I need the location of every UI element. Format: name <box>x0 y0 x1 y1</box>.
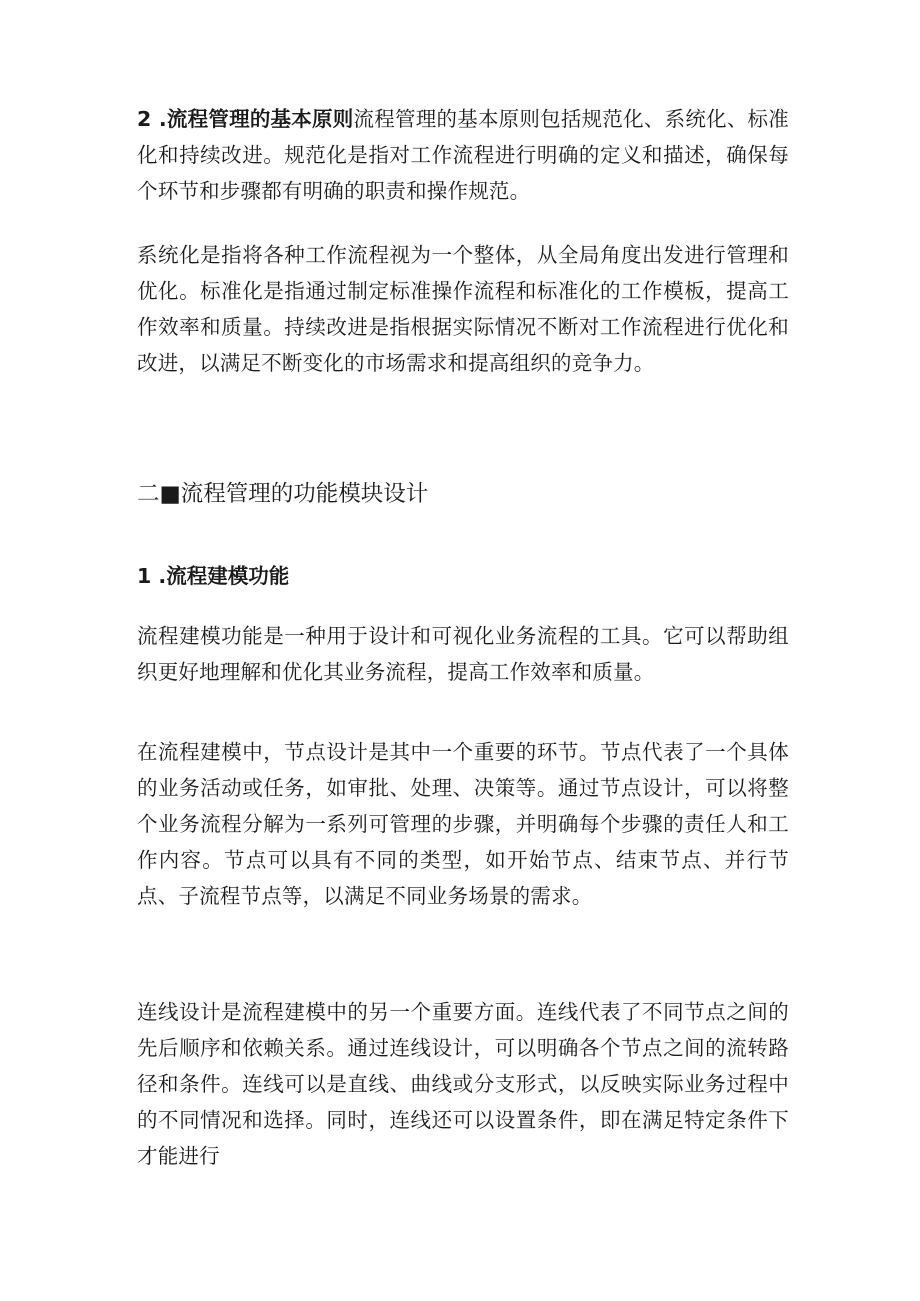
modeling-paragraph-1: 流程建模功能是一种用于设计和可视化业务流程的工具。它可以帮助组织更好地理解和优化其业务流程，提高工作效率和质量。 <box>137 624 789 684</box>
principles-paragraph <box>137 101 789 209</box>
modeling-subheading: 1 .流程建模功能 <box>137 564 290 588</box>
modeling-paragraph-2: 在流程建模中，节点设计是其中一个重要的环节。节点代表了一个具体的业务活动或任务，如审批、处理、决策等。通过节点设计，可以将整个业务流程分解为一系列可管理的步骤，并明确每个步骤的责任人和工作内容。节点可以具有不同的类型，如开始节点、结束节点、并行节点、子流程节点等，以满足不同业务场景的需求。 <box>137 740 789 908</box>
modeling-paragraph-3: 连线设计是流程建模中的另一个重要方面。连线代表了不同节点之间的先后顺序和依赖关系。通过连线设计，可以明确各个节点之间的流转路径和条件。连线可以是直线、曲线或分支形式，以反映实际业务过程中的不同情况和选择。同时，连线还可以设置条件，即在满足特定条件下才能进行 <box>137 1000 789 1168</box>
principles-title: 2 .流程管理的基本原则 <box>137 107 354 131</box>
function-design-heading: 二■流程管理的功能模块设计 <box>137 481 429 507</box>
principles-paragraph-text: 流程管理的基本原则包括规范化、系统化、标准化和持续改进。规范化是指对工作流程进行明确的定义和描述，确保每个环节和步骤都有明确的职责和操作规范。 <box>137 107 789 203</box>
principles-paragraph-2: 系统化是指将各种工作流程视为一个整体，从全局角度出发进行管理和优化。标准化是指通过制定标准操作流程和标准化的工作模板，提高工作效率和质量。持续改进是指根据实际情况不断对工作流程进行优化和改进，以满足不断变化的市场需求和提高组织的竞争力。 <box>137 243 789 375</box>
